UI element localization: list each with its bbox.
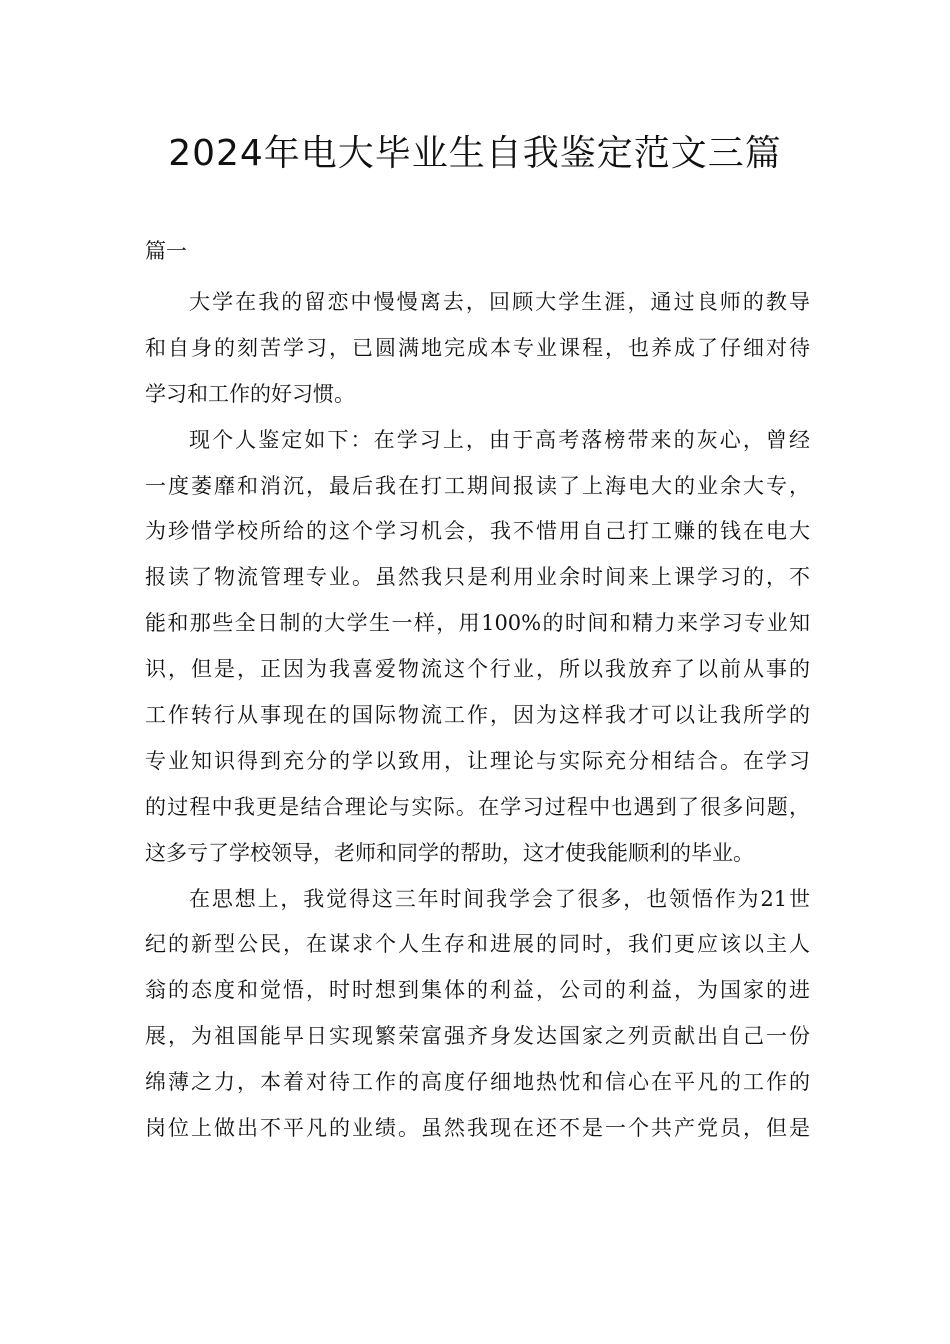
paragraph-line: 这多亏了学校领导，老师和同学的帮助，这才使我能顺利的毕业。 (145, 840, 754, 865)
paragraph-line: 在思想上，我觉得这三年时间我学会了很多，也领悟作为21世 (189, 886, 810, 911)
paragraph-line: 为珍惜学校所给的这个学习机会，我不惜用自己打工赚的钱在电大 (145, 519, 810, 544)
paragraph-line: 翁的态度和觉悟，时时想到集体的利益，公司的利益，为国家的进 (145, 978, 810, 1003)
paragraph-line: 大学在我的留恋中慢慢离去，回顾大学生涯，通过良师的教导 (189, 290, 810, 314)
paragraph-line: 一度萎靡和消沉，最后我在打工期间报读了上海电大的业余大专， (145, 473, 810, 498)
document-title: 2024年电大毕业生自我鉴定范文三篇 (168, 133, 782, 174)
paragraph-line: 展，为祖国能早日实现繁荣富强齐身发达国家之列贡献出自己一份 (145, 1024, 810, 1049)
paragraph-line: 专业知识得到充分的学以致用，让理论与实际充分相结合。在学习 (145, 748, 810, 773)
paragraph-line: 报读了物流管理专业。虽然我只是利用业余时间来上课学习的，不 (145, 565, 810, 590)
paragraph-line: 岗位上做出不平凡的业绩。虽然我现在还不是一个共产党员，但是 (145, 1116, 810, 1141)
paragraph-line: 学习和工作的好习惯。 (145, 381, 355, 406)
paragraph-line: 能和那些全日制的大学生一样，用100%的时间和精力来学习专业知 (145, 611, 810, 636)
paragraph-line: 纪的新型公民，在谋求个人生存和进展的同时，我们更应该以主人 (145, 932, 810, 957)
paragraph-line: 现个人鉴定如下：在学习上，由于高考落榜带来的灰心，曾经 (189, 427, 810, 452)
section-heading: 篇一 (145, 239, 187, 263)
paragraph-line: 绵薄之力，本着对待工作的高度仔细地热忱和信心在平凡的工作的 (145, 1070, 810, 1095)
paragraph-line: 和自身的刻苦学习，已圆满地完成本专业课程，也养成了仔细对待 (145, 335, 810, 360)
paragraph-line: 工作转行从事现在的国际物流工作，因为这样我才可以让我所学的 (145, 703, 810, 728)
paragraph-line: 识，但是，正因为我喜爱物流这个行业，所以我放弃了以前从事的 (145, 657, 810, 682)
document-body (145, 280, 810, 1152)
paragraph-line: 的过程中我更是结合理论与实际。在学习过程中也遇到了很多问题， (145, 794, 810, 819)
